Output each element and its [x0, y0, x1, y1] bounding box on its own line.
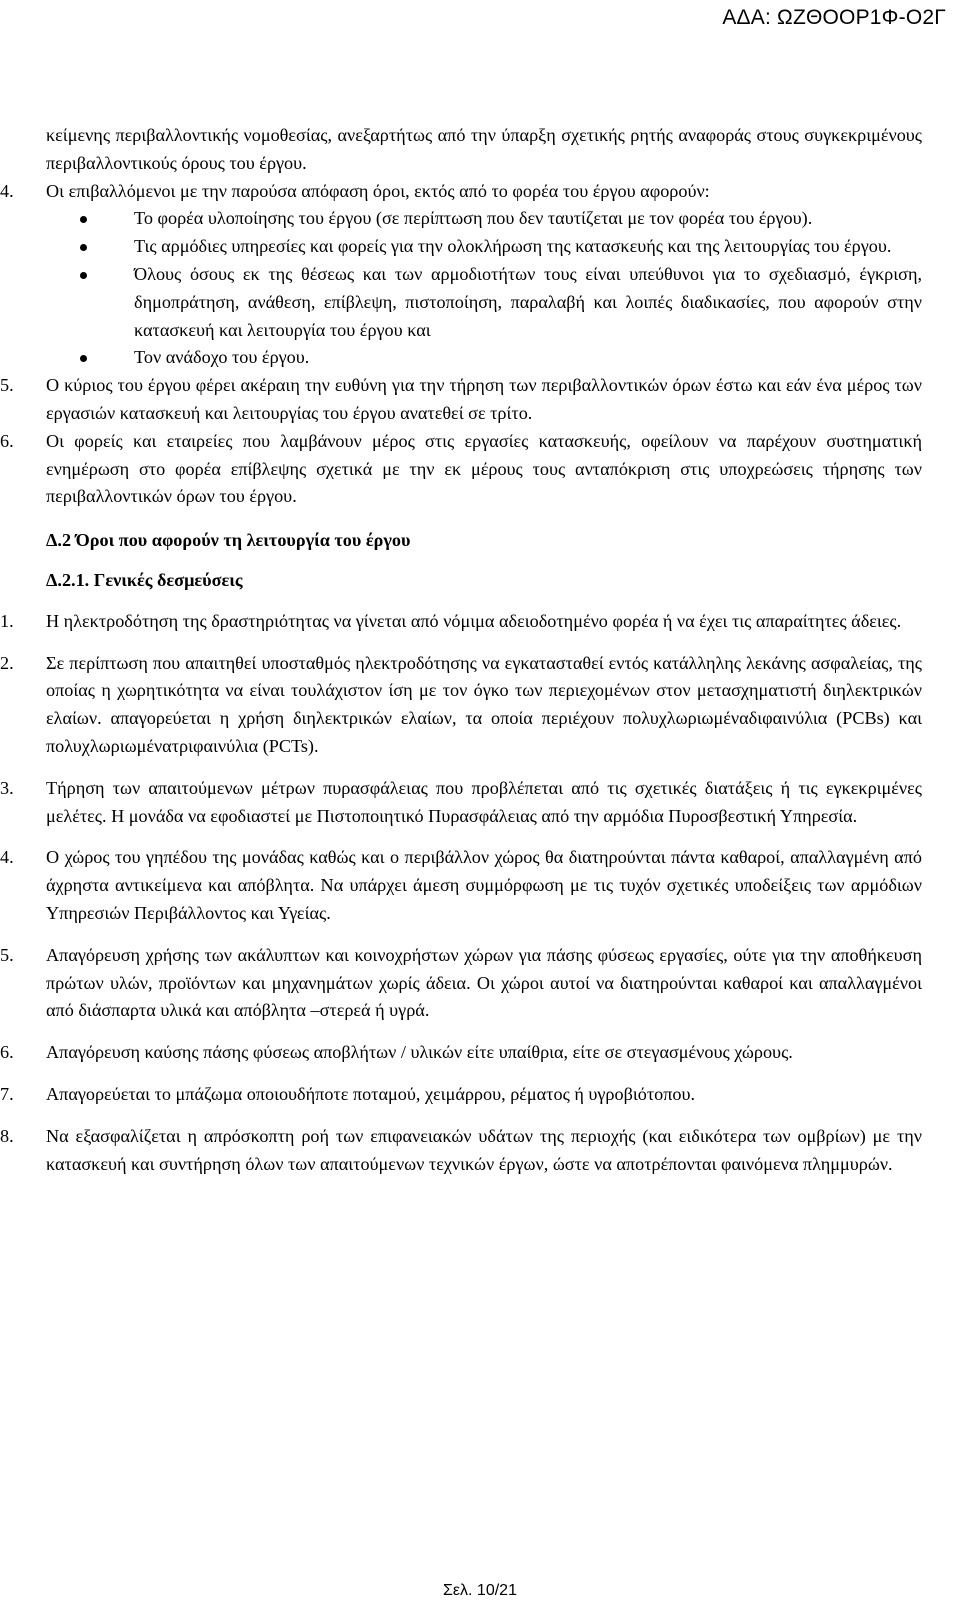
- list-item-number: 6.: [0, 430, 14, 451]
- list-item-text: Απαγόρευση καύσης πάσης φύσεως αποβλήτων / υλικών είτε υπαίθρια, είτε σε στεγασμένους χώρους.: [46, 1042, 793, 1063]
- list-item: [0, 1039, 922, 1067]
- list-item-number: 2.: [0, 652, 14, 673]
- document-ada-header: ΑΔΑ: ΩΖΘΟΟΡ1Φ-Ο2Γ: [722, 6, 946, 29]
- list-item: [0, 1081, 922, 1109]
- list-item-text: Να εξασφαλίζεται η απρόσκοπτη ροή των επιφανειακών υδάτων της περιοχής (και ειδικότερα των ομβρίων) με την κατασκευή και συντήρηση όλων των απαιτούμενων τεχνικών έργων, ώστε να αποτρέπονται φαινόμενα πλημμυρών.: [46, 1125, 922, 1174]
- subsection-heading: Δ.2.1. Γενικές δεσμεύσεις: [46, 569, 243, 590]
- list-item-text: Οι επιβαλλόμενοι με την παρούσα απόφαση όροι, εκτός από το φορέα του έργου αφορούν:: [46, 180, 710, 201]
- bullet-item-text: Τις αρμόδιες υπηρεσίες και φορείς για την ολοκλήρωση της κατασκευής και της λειτουργίας του έργου.: [134, 236, 892, 257]
- list-item-number: 3.: [0, 777, 14, 798]
- list-item-number: 1.: [0, 610, 14, 631]
- list-item-text: Απαγορεύεται το μπάζωμα οποιουδήποτε ποταμού, χειμάρρου, ρέματος ή υγροβιότοπου.: [46, 1083, 696, 1104]
- list-item: [0, 178, 922, 206]
- list-item: [0, 1123, 922, 1179]
- bullet-item: [46, 261, 922, 344]
- list-item-text: Ο κύριος του έργου φέρει ακέραιη την ευθύνη για την τήρηση των περιβαλλοντικών όρων έστω και εάν ένα μέρος των εργασιών κατασκευή και λειτουργίας του έργου ανατεθεί σε τρίτο.: [46, 375, 922, 423]
- continuation-paragraph: κείμενης περιβαλλοντικής νομοθεσίας, ανεξαρτήτως από την ύπαρξη σχετικής ρητής αναφοράς στους συγκεκριμένους περιβαλλοντικούς όρους του έργου.: [46, 125, 922, 173]
- page-number: Σελ. 10/21: [443, 1582, 517, 1599]
- list-item-number: 8.: [0, 1125, 14, 1146]
- list-item: [0, 942, 922, 1025]
- terms-list-general: [0, 178, 922, 512]
- bullet-list: [46, 205, 922, 372]
- list-item-text: Ο χώρος του γηπέδου της μονάδας καθώς και ο περιβάλλον χώρος θα διατηρούνται πάντα καθαροί, απαλλαγμένη από άχρηστα αντικείμενα και απόβλητα. Να υπάρχει άμεση συμμόρφωση με τις τυχόν σχετικές υποδείξεις των αρμόδιων Υπηρεσιών Περιβάλλοντος και Υγείας.: [46, 847, 922, 923]
- list-item-number: 7.: [0, 1083, 14, 1104]
- list-item: [0, 650, 922, 761]
- list-item: [0, 428, 922, 511]
- section-heading: Δ.2 Όροι που αφορούν τη λειτουργία του έργου: [46, 530, 411, 551]
- list-item: [0, 844, 922, 927]
- list-item: [0, 372, 922, 428]
- bullet-icon: [80, 355, 87, 362]
- bullet-item-text: Όλους όσους εκ της θέσεως και των αρμοδιοτήτων τους είναι υπεύθυνοι για το σχεδιασμό, έγκριση, δημοπράτηση, ανάθεση, επίβλεψη, πιστοποίηση, παραλαβή και λοιπές διαδικασίες, που αφορούν στην κατασκευή και λειτουργία του έργου και: [134, 263, 922, 340]
- list-item-text: Τήρηση των απαιτούμενων μέτρων πυρασφάλειας που προβλέπεται από τις σχετικές διατάξεις ή τις εγκεκριμένες μελέτες. Η μονάδα να εφοδιαστεί με Πιστοποιητικό Πυρασφάλειας από την αρμόδια Πυροσβεστική Υπηρεσία.: [46, 777, 922, 826]
- list-item-text: Η ηλεκτροδότηση της δραστηριότητας να γίνεται από νόμιμα αδειοδοτημένο φορέα ή να έχει τις απαραίτητες άδειες.: [46, 610, 902, 631]
- document-body: [0, 122, 922, 1192]
- bullet-item: [46, 344, 922, 372]
- list-item: [0, 775, 922, 831]
- bullet-item: [46, 233, 922, 261]
- list-item-text: Οι φορείς και εταιρείες που λαμβάνουν μέρος στις εργασίες κατασκευής, οφείλουν να παρέχουν συστηματική ενημέρωση στο φορέα επίβλεψης σχετικά με την εκ μέρους τους ανταπόκριση στις υποχρεώσεις τήρησης των περιβαλλοντικών όρων του έργου.: [46, 430, 922, 507]
- bullet-icon: [80, 272, 87, 279]
- list-item-number: 6.: [0, 1042, 14, 1063]
- bullet-icon: [80, 244, 87, 251]
- bullet-icon: [80, 216, 87, 223]
- bullet-item-text: Τον ανάδοχο του έργου.: [134, 347, 310, 368]
- list-item-number: 5.: [0, 944, 14, 965]
- list-item-number: 5.: [0, 375, 14, 396]
- bullet-item-text: Το φορέα υλοποίησης του έργου (σε περίπτωση που δεν ταυτίζεται με τον φορέα του έργου).: [134, 208, 813, 229]
- terms-list-operation: [0, 608, 922, 1179]
- list-item-number: 4.: [0, 847, 14, 868]
- list-item-number: 4.: [0, 180, 14, 201]
- list-item-text: Σε περίπτωση που απαιτηθεί υποσταθμός ηλεκτροδότησης να εγκατασταθεί εντός κατάλληλης λεκάνης ασφαλείας, της οποίας η χωρητικότητα να είναι τουλάχιστον ίση με τον όγκο των περιεχομένων στον μετασχηματιστή διηλεκτρικών ελαίων. απαγορεύεται η χρήση διηλεκτρικών ελαίων, τα οποία περιέχουν πολυχλωριωμέναδιφαινύλια (PCBs) και πολυχλωριωμένατριφαινύλια (PCTs).: [46, 652, 922, 756]
- bullet-item: [46, 205, 922, 233]
- list-item-text: Απαγόρευση χρήσης των ακάλυπτων και κοινοχρήστων χώρων για πάσης φύσεως εργασίες, ούτε για την αποθήκευση πρώτων υλών, προϊόντων και μηχανημάτων χωρίς άδεια. Οι χώροι αυτοί να διατηρούνται καθαροί και απαλλαγμένοι από διάσπαρτα υλικά και απόβλητα –στερεά ή υγρά.: [46, 944, 922, 1021]
- list-item: [0, 608, 922, 636]
